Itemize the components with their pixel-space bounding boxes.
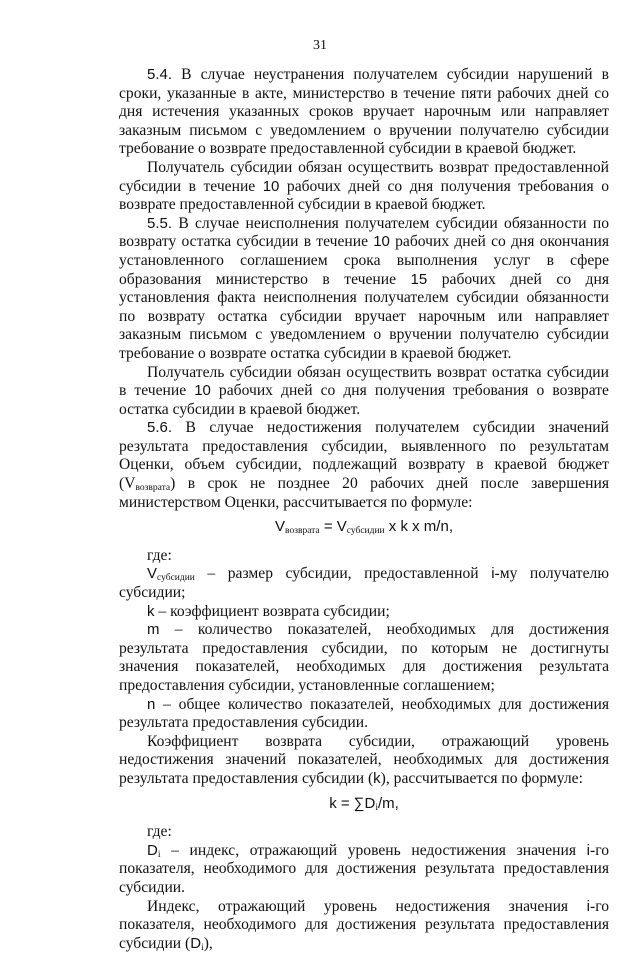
formula-operator: = ∑D: [336, 794, 376, 812]
paragraph-text: Коэффициент возврата субсидии, отражающий уровень недостижения значений показателей, необходимых для достижения результата предоставления субсидии (: [119, 732, 609, 787]
formula-symbol: k: [147, 602, 155, 620]
formula-symbol: V: [275, 518, 286, 536]
paragraph-text: – размер субсидии, предоставленной: [194, 565, 492, 583]
paragraph-text: – количество показателей, необходимых для достижения результата предоставления субсидии, по которым не достигнуты значения показателей, необходимых для достижения результата предоставления субсидии, установленные соглашением;: [119, 621, 609, 694]
definition-m: [119, 621, 609, 695]
formula-coefficient: [119, 795, 609, 814]
page-number: 31: [313, 38, 327, 53]
number: 10: [373, 233, 390, 251]
document-body: [119, 66, 609, 953]
paragraph-text: В случае неисполнения получателем субсидии обязанности по возврату остатка субсидии в течение: [119, 214, 609, 251]
paragraph-coefficient: [119, 733, 609, 789]
paragraph-5-5: [119, 215, 609, 364]
number: 15: [410, 270, 428, 288]
paragraph-text: Получатель субсидии обязан осуществить возврат предоставленной субсидии в течение: [119, 158, 609, 195]
subscript: i: [201, 942, 204, 953]
paragraph-return-obligation: [119, 159, 609, 215]
definition-k: [119, 603, 609, 622]
paragraph-index: [119, 898, 609, 953]
subscript: субсидии: [346, 526, 385, 537]
paragraph-text: -го показателя, необходимого для достижения результата предоставления субсидии (: [119, 897, 609, 952]
definition-d: [119, 842, 609, 898]
subscript: возврата: [285, 526, 320, 537]
paragraph-text: -му получателю субсидии;: [119, 565, 609, 602]
paragraph-text: Индекс, отражающий уровень недостижения значения: [147, 897, 587, 915]
where-label: где:: [147, 823, 172, 841]
paragraph-text: рабочих дней со дня получения требования о возврате остатка субсидии в краевой бюджет.: [119, 382, 609, 418]
formula-symbol: i: [586, 841, 590, 859]
number: 10: [262, 177, 280, 195]
clause-number: 5.5.: [147, 214, 173, 232]
formula-symbol: i: [491, 565, 495, 583]
number: 10: [194, 382, 211, 400]
paragraph-text: – индекс, отражающий уровень недостижения значения: [160, 841, 587, 859]
paragraph-5-4: [119, 66, 609, 159]
formula-symbol: V: [336, 518, 347, 536]
formula-return-volume: [119, 518, 609, 537]
formula-symbol: i: [586, 897, 590, 915]
subscript: субсидии: [157, 573, 195, 584]
formula-symbol: D: [147, 841, 158, 859]
paragraph-text: – коэффициент возврата субсидии;: [154, 602, 390, 620]
paragraph-remainder-return: [119, 364, 609, 420]
paragraph-text: В случае неустранения получателем субсидии нарушений в сроки, указанные в акте, министерство в течение пяти рабочих дней со дня истечения указанных сроков вручает нарочным или направляет заказным письмом с уведомлением о вручении получателю субсидии требование о возврате предоставленной субсидии в краевой бюджет.: [119, 66, 609, 158]
formula-symbol: V: [147, 565, 158, 583]
paragraph-text: ), рассчитывается по формуле:: [380, 769, 583, 787]
paragraph-text: В случае недостижения получателем субсидии значений результата предоставления субсидии, выявленного по результатам Оценки, объем субсидии, подлежащий возврату в краевой бюджет (V: [119, 419, 609, 493]
subscript: i: [375, 802, 378, 813]
subscript: i: [157, 849, 161, 860]
formula-symbol: k: [373, 769, 381, 787]
paragraph-text: – общее количество показателей, необходимых для достижения результата предоставления субсидии.: [119, 695, 609, 732]
paragraph-text: рабочих дней со дня получения требования о возврате предоставленной субсидии в краевой бюджет.: [119, 177, 609, 214]
formula-symbol: n: [147, 695, 156, 713]
formula-symbol: m: [147, 621, 160, 639]
paragraph-text: ) в срок не позднее 20 рабочих дней после завершения министерством Оценки, рассчитывается по формуле:: [119, 475, 609, 511]
formula-operator: =: [319, 518, 337, 536]
paragraph-text: ),: [203, 934, 213, 952]
where-label: где:: [147, 546, 172, 564]
paragraph-5-6: [119, 419, 609, 512]
clause-number: 5.4.: [147, 66, 173, 83]
formula-symbol: D: [190, 934, 202, 952]
formula-rest: /m,: [377, 794, 399, 812]
paragraph-text: -го показателя, необходимого для достижения результата предоставления субсидии.: [119, 841, 609, 896]
subscript: возврата: [135, 483, 171, 494]
formula-symbol: k: [329, 794, 337, 812]
formula-rest: x k x m/n,: [384, 518, 453, 536]
paragraph-text: рабочих дней со дня окончания установленного соглашением срока выполнения услуг в сфере образования министерство в течение: [119, 233, 609, 288]
definition-n: [119, 696, 609, 733]
definition-v: [119, 565, 609, 602]
clause-number: 5.6.: [147, 419, 173, 437]
paragraph-text: Получатель субсидии обязан осуществить возврат остатка субсидии в течение: [119, 363, 609, 400]
paragraph-text: рабочих дней со дня установления факта неисполнения получателем субсидии обязанности по возврату остатка субсидии вручает нарочным или направляет заказным письмом с уведомлением о вручении получателю субсидии требование о возврате остатка субсидии в краевой бюджет.: [119, 270, 609, 362]
